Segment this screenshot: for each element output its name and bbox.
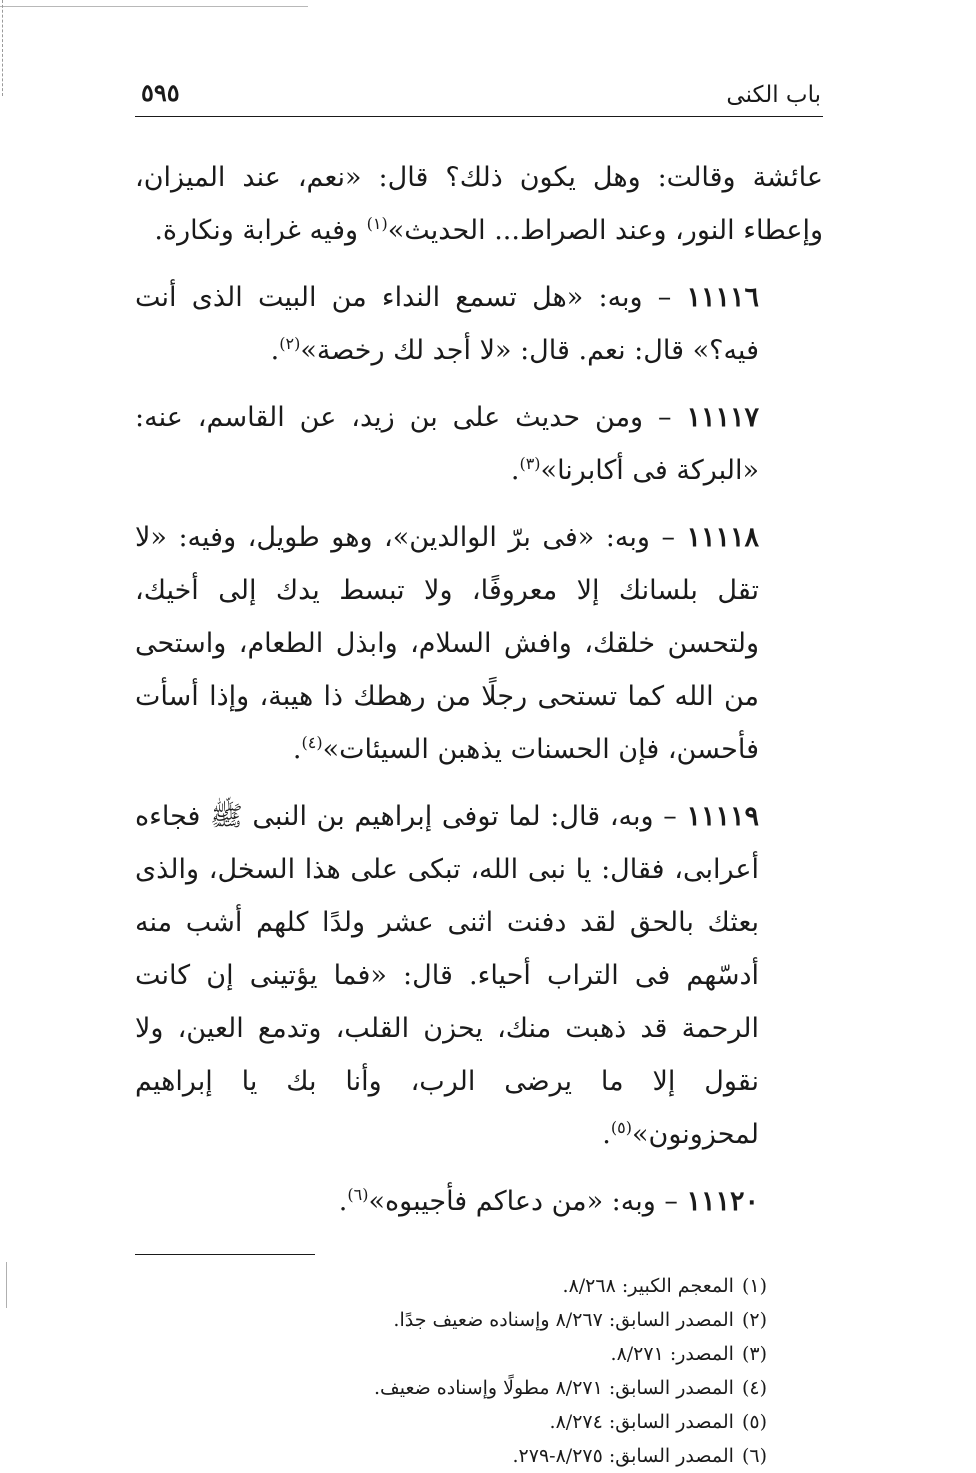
paragraph-continuation — [135, 151, 823, 257]
footnote-item — [135, 1303, 767, 1337]
entry-number: ١١١١٧ — [686, 402, 759, 433]
text-tail: . — [292, 734, 302, 765]
entry-text: – وبه: «هل تسمع النداء من البيت الذى أنت فيه؟» قال: نعم. قال: «لا أجد لك رخصة» — [135, 282, 759, 366]
page-number: ٥٩٥ — [141, 78, 180, 107]
text-tail: . — [270, 335, 280, 366]
footnote-mark: (٢) — [741, 1309, 767, 1331]
entry-text: – ومن حديث على بن زيد، عن القاسم، عنه: «البركة فى أكابرنا» — [135, 402, 759, 486]
entry-text: – وبه: «من دعاكم فأجيبوه» — [368, 1186, 687, 1217]
footnote-item — [135, 1269, 767, 1303]
footnote-ref: (٤) — [301, 733, 323, 752]
footnotes-list — [135, 1269, 823, 1473]
entry-number: ١١١١٨ — [686, 522, 759, 553]
hadith-entry — [135, 790, 823, 1161]
footnote-text: المصدر السابق: ٨/٢٧١ مطولًا وإسناده ضعيف. — [374, 1377, 734, 1399]
footnote-ref: (٣) — [519, 454, 541, 473]
footnote-mark: (٤) — [741, 1377, 767, 1399]
entry-text: – وبه: «فى برّ الوالدين»، وهو طويل، وفيه: «لا تقل بلسانك إلا معروفًا، ولا تبسط يدك إلى أخيك، ولتحسن خلقك، وافش السلام، وابذل الطعام، واستحى من الله كما تستحى رجلًا من رهطك ذا هيبة، وإذا أسأت فأحسن، فإن الحسنات يذهبن السيئات» — [135, 522, 759, 765]
main-text — [135, 151, 823, 1228]
entry-text: – وبه، قال: لما توفى إبراهيم بن النبى ﷺ فجاءه أعرابى، فقال: يا نبى الله، تبكى على هذا السخل، والذى بعثك بالحق لقد دفنت اثنى عشر ولدًا كلهم أشب منه أدسّهم فى التراب أحياء. قال: «فما يؤتينى إن كانت الرحمة قد ذهبت منك، يحزن القلب، وتدمع العين، ولا نقول إلا ما يرضى الرب، وأنا بك يا إبراهيم لمحزونون» — [135, 801, 759, 1150]
text-tail: . — [602, 1119, 611, 1150]
text-tail: . — [510, 455, 520, 486]
footnote-ref: (٢) — [279, 334, 301, 353]
scan-artifact-left-edge — [2, 0, 3, 96]
text-tail: وفيه غرابة ونكارة. — [154, 215, 367, 246]
hadith-entry — [135, 271, 823, 377]
text-line: النور، وعند الصراط... الحديث» — [387, 215, 735, 246]
entry-number: ١١١١٩ — [686, 801, 759, 832]
text-tail: . — [338, 1186, 348, 1217]
footnote-mark: (٥) — [741, 1411, 767, 1433]
hadith-entry — [135, 1175, 823, 1228]
book-page — [135, 70, 823, 1473]
footnote-item — [135, 1439, 767, 1473]
footnote-text: المصدر: ٨/٢٧١. — [610, 1343, 734, 1365]
entry-number: ١١١١٦ — [686, 282, 759, 313]
footnote-ref: (٥) — [610, 1118, 632, 1137]
hadith-entry — [135, 391, 823, 497]
footnote-item — [135, 1371, 767, 1405]
page-header — [135, 70, 823, 117]
footnote-ref: (٦) — [347, 1185, 369, 1204]
footnote-item — [135, 1337, 767, 1371]
footnote-ref: (١) — [366, 214, 388, 233]
entry-number: ١١١٢٠ — [686, 1186, 759, 1217]
scan-artifact-left-mark — [6, 1262, 7, 1308]
text-line: عائشة وقالت: وهل يكون ذلك؟ قال: «نعم، عند الميزان، وإعطاء — [135, 162, 823, 246]
footnote-item — [135, 1405, 767, 1439]
scan-artifact-top-line — [0, 6, 308, 7]
footnote-mark: (٦) — [741, 1445, 767, 1467]
footnote-mark: (٣) — [741, 1343, 767, 1365]
footnote-separator — [135, 1254, 315, 1255]
hadith-entry — [135, 511, 823, 776]
footnote-mark: (١) — [741, 1275, 767, 1297]
footnote-text: المصدر السابق: ٨/٢٧٤. — [549, 1411, 734, 1433]
footnote-text: المصدر السابق: ٨/٢٧٥-٢٧٩. — [512, 1445, 734, 1467]
footnote-text: المعجم الكبير: ٨/٢٦٨. — [562, 1275, 734, 1297]
chapter-title: باب الكنى — [726, 82, 821, 108]
footnote-text: المصدر السابق: ٨/٢٦٧ وإسناده ضعيف جدًا. — [393, 1309, 734, 1331]
